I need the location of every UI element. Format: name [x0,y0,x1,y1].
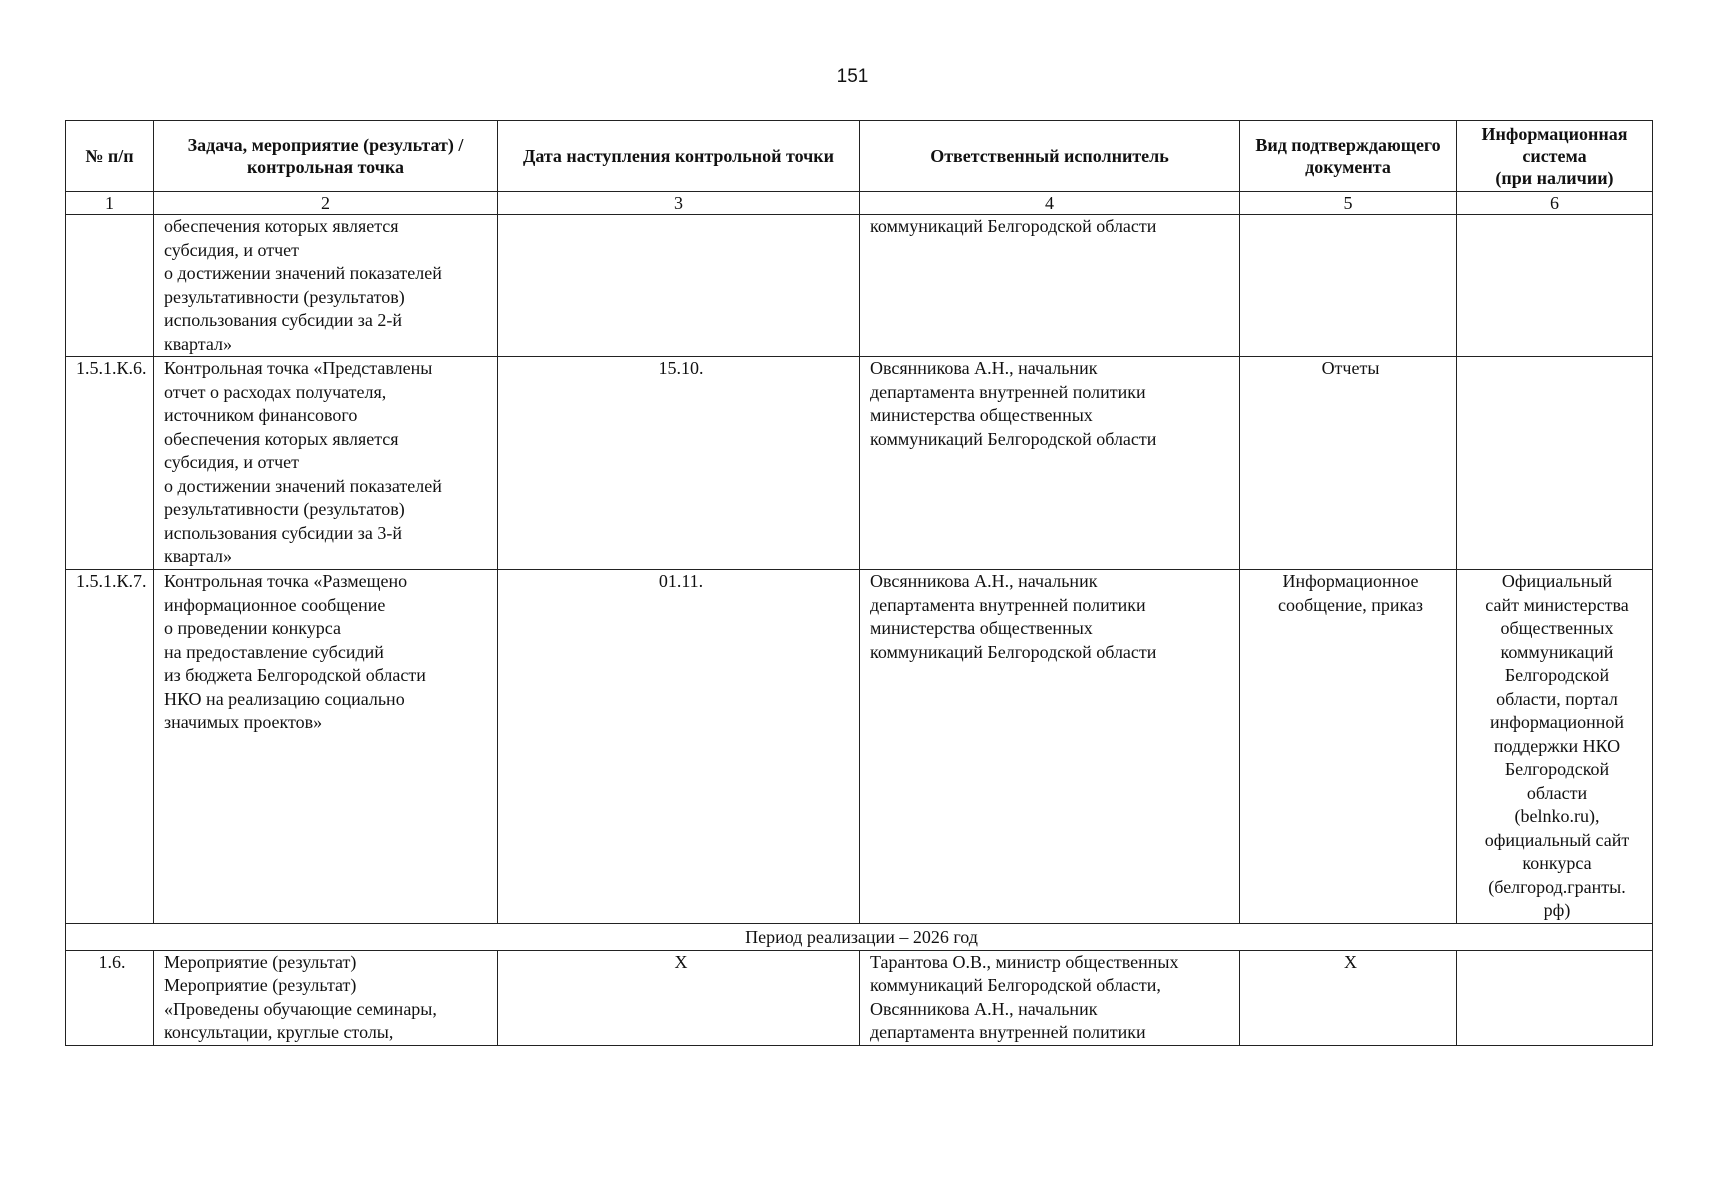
header-executor: Ответственный исполнитель [860,121,1240,192]
row-number: 1.5.1.К.7. [66,570,154,924]
table-row [66,215,1653,357]
row-document [1240,215,1457,357]
row-executor: Овсянникова А.Н., начальник департамента внутренней политики министерства общественных коммуникаций Белгородской области [860,570,1240,924]
row-date: 15.10. [498,357,860,570]
row-date: Х [498,950,860,1045]
table-row [66,570,1653,924]
control-points-table [65,120,1653,1046]
header-document: Вид подтверждающего документа [1240,121,1457,192]
column-number: 1 [66,192,154,215]
column-number: 3 [498,192,860,215]
row-date [498,215,860,357]
header-info-system: Информационная система (при наличии) [1457,121,1653,192]
table-row [66,950,1653,1045]
table-header-row [66,121,1653,192]
page-number: 151 [836,66,869,87]
table-row [66,357,1653,570]
row-document: Х [1240,950,1457,1045]
period-row [66,923,1653,950]
column-number: 6 [1457,192,1653,215]
header-number: № п/п [66,121,154,192]
row-executor: коммуникаций Белгородской области [860,215,1240,357]
row-info-system [1457,215,1653,357]
row-task: Контрольная точка «Размещено информационное сообщение о проведении конкурса на предоставление субсидий из бюджета Белгородской области НКО на реализацию социально значимых проектов» [154,570,498,924]
column-number: 5 [1240,192,1457,215]
column-number: 4 [860,192,1240,215]
header-date: Дата наступления контрольной точки [498,121,860,192]
row-executor: Тарантова О.В., министр общественных коммуникаций Белгородской области, Овсянникова А.Н., начальник департамента внутренней политики [860,950,1240,1045]
row-info-system [1457,357,1653,570]
row-task: Мероприятие (результат) Мероприятие (результат) «Проведены обучающие семинары, консультации, круглые столы, [154,950,498,1045]
row-date: 01.11. [498,570,860,924]
row-number [66,215,154,357]
row-document: Информационное сообщение, приказ [1240,570,1457,924]
row-task: обеспечения которых является субсидия, и отчет о достижении значений показателей результативности (результатов) использования субсидии за 2-й квартал» [154,215,498,357]
row-info-system: Официальный сайт министерства общественных коммуникаций Белгородской области, портал информационной поддержки НКО Белгородской области (belnko.ru), официальный сайт конкурса (белгород.гранты. рф) [1457,570,1653,924]
row-document: Отчеты [1240,357,1457,570]
period-label: Период реализации – 2026 год [66,923,1653,950]
row-task: Контрольная точка «Представлены отчет о расходах получателя, источником финансового обеспечения которых является субсидия, и отчет о достижении значений показателей результативности (результатов) использования субсидии за 3-й квартал» [154,357,498,570]
row-number: 1.6. [66,950,154,1045]
row-executor: Овсянникова А.Н., начальник департамента внутренней политики министерства общественных коммуникаций Белгородской области [860,357,1240,570]
row-info-system [1457,950,1653,1045]
header-task: Задача, мероприятие (результат) / контрольная точка [154,121,498,192]
column-number-row [66,192,1653,215]
row-number: 1.5.1.К.6. [66,357,154,570]
column-number: 2 [154,192,498,215]
